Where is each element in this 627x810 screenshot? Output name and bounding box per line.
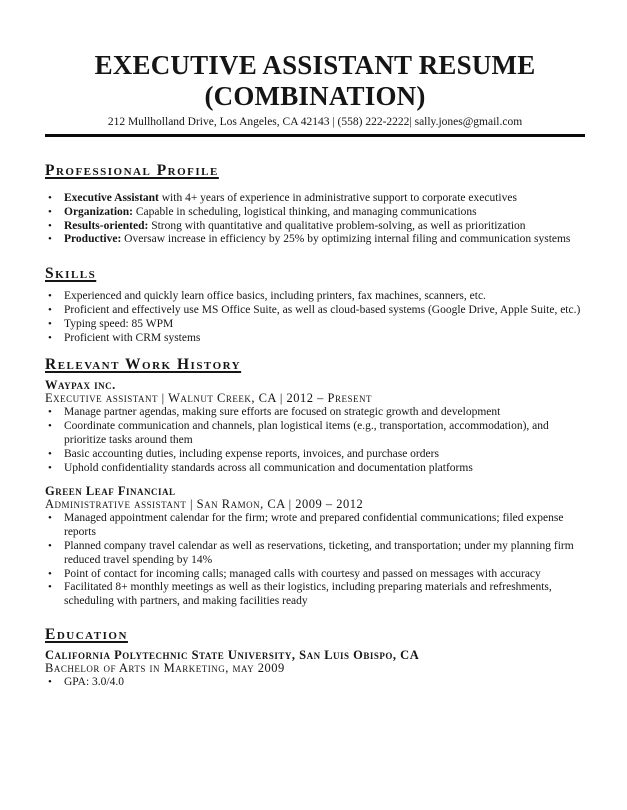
bullet-icon: • (48, 461, 52, 474)
heading-professional-profile: Professional Profile (45, 162, 219, 179)
bullet-body: Strong with quantitative and qualitative problem-solving, as well as prioritization (148, 219, 526, 232)
job-entry-green-leaf-financial (45, 485, 585, 609)
section-professional-profile (45, 161, 585, 247)
bullet-icon: • (48, 303, 52, 316)
education-details-list (45, 676, 585, 690)
bullet-icon: • (48, 512, 52, 525)
list-item (45, 220, 585, 234)
bullet-body: with 4+ years of experience in administrative support to corporate executives (158, 192, 517, 204)
bullet-text (64, 220, 526, 232)
bullet-text: Uphold confidentiality standards across all communication and documentation platforms (64, 461, 473, 474)
bullet-text: Manage partner agendas, making sure efforts are focused on strategic growth and development (64, 406, 501, 419)
job-entry-waypax (45, 379, 585, 475)
bullet-body: Oversaw increase in efficiency by 25% by optimizing internal filing and communication systems (121, 233, 571, 246)
list-item (45, 406, 585, 420)
bullet-icon: • (48, 581, 52, 594)
list-item (45, 540, 585, 568)
heading-education: Education (45, 625, 128, 643)
heading-relevant-work-history: Relevant Work History (45, 356, 242, 374)
bullet-lead: Organization: (64, 205, 133, 218)
bullet-text: Facilitated 8+ monthly meetings as well as their logistics, including preparing materials and refreshments, scheduling with partners, and making facilities ready (64, 581, 552, 608)
bullet-lead: Productive: (64, 233, 122, 246)
bullet-icon: • (48, 233, 52, 246)
bullet-icon: • (48, 192, 52, 204)
list-item (45, 462, 585, 476)
bullet-icon: • (48, 219, 52, 232)
section-skills (45, 264, 585, 345)
bullet-text: Basic accounting duties, including expense reports, invoices, and purchase orders (64, 447, 439, 460)
job-duties-list (45, 512, 585, 609)
list-item (45, 332, 585, 346)
title-line-2: (COMBINATION) (204, 81, 426, 111)
list-item (45, 676, 585, 690)
job-company: Green Leaf Financial (45, 484, 176, 499)
bullet-icon: • (48, 567, 52, 580)
professional-profile-list (45, 192, 585, 247)
list-item (45, 304, 585, 318)
bullet-icon: • (48, 420, 52, 433)
bullet-icon: • (48, 447, 52, 460)
bullet-text (64, 206, 477, 218)
bullet-text: Proficient and effectively use MS Office Suite, as well as cloud-based systems (Google Drive, Apple Suite, etc.) (64, 303, 581, 316)
list-item (45, 512, 585, 540)
bullet-text (64, 233, 570, 245)
job-company: Waypax inc. (45, 378, 116, 393)
education-school: California Polytechnic State University, San Luis Obispo, CA (45, 647, 420, 662)
bullet-icon: • (48, 290, 52, 303)
list-item (45, 290, 585, 304)
job-title-location-dates: Executive assistant | Walnut Creek, CA | 2012 – Present (45, 391, 372, 406)
job-duties-list (45, 406, 585, 475)
bullet-icon: • (48, 205, 52, 218)
bullet-text: Experienced and quickly learn office basics, including printers, fax machines, scanners, etc. (64, 290, 486, 303)
contact-info: 212 Mullholland Drive, Los Angeles, CA 42143 | (558) 222-2222| sally.jones@gmail.com (107, 116, 523, 128)
section-education (45, 625, 585, 690)
bullet-icon: • (48, 675, 52, 688)
page-title (45, 50, 585, 112)
skills-list (45, 290, 585, 345)
bullet-lead: Results-oriented: (64, 219, 149, 232)
bullet-text: Proficient with CRM systems (64, 331, 201, 344)
list-item (45, 233, 585, 247)
bullet-text: Coordinate communication and channels, plan logistical items (e.g., transportation, accommodation), and prioritize tasks around them (64, 420, 549, 446)
header-divider (45, 134, 585, 137)
list-item (45, 192, 585, 206)
bullet-icon: • (48, 317, 52, 330)
heading-skills: Skills (45, 265, 97, 283)
bullet-text: Planned company travel calendar as well as reservations, ticketing, and transportation; under my planning firm reduced travel spending by 14% (64, 539, 574, 566)
job-title-location-dates: Administrative assistant | San Ramon, CA | 2009 – 2012 (45, 497, 364, 512)
section-relevant-work-history (45, 355, 585, 609)
list-item (45, 420, 585, 448)
education-degree: Bachelor of Arts in Marketing, may 2009 (45, 660, 285, 675)
title-line-1: EXECUTIVE ASSISTANT RESUME (94, 50, 536, 80)
bullet-text: Managed appointment calendar for the firm; wrote and prepared confidential communications; filed expense reports (64, 512, 564, 539)
bullet-icon: • (48, 406, 52, 419)
resume-header (45, 50, 585, 137)
bullet-text (64, 192, 517, 204)
bullet-icon: • (48, 331, 52, 344)
list-item (45, 581, 585, 609)
bullet-text: GPA: 3.0/4.0 (64, 675, 124, 688)
bullet-lead: Executive Assistant (64, 192, 159, 204)
list-item (45, 318, 585, 332)
bullet-body: Capable in scheduling, logistical thinking, and managing communications (133, 205, 477, 218)
list-item (45, 206, 585, 220)
bullet-text: Typing speed: 85 WPM (64, 317, 174, 330)
bullet-icon: • (48, 539, 52, 552)
bullet-text: Point of contact for incoming calls; managed calls with courtesy and passed on messages with accuracy (64, 567, 541, 580)
list-item (45, 448, 585, 462)
list-item (45, 568, 585, 582)
